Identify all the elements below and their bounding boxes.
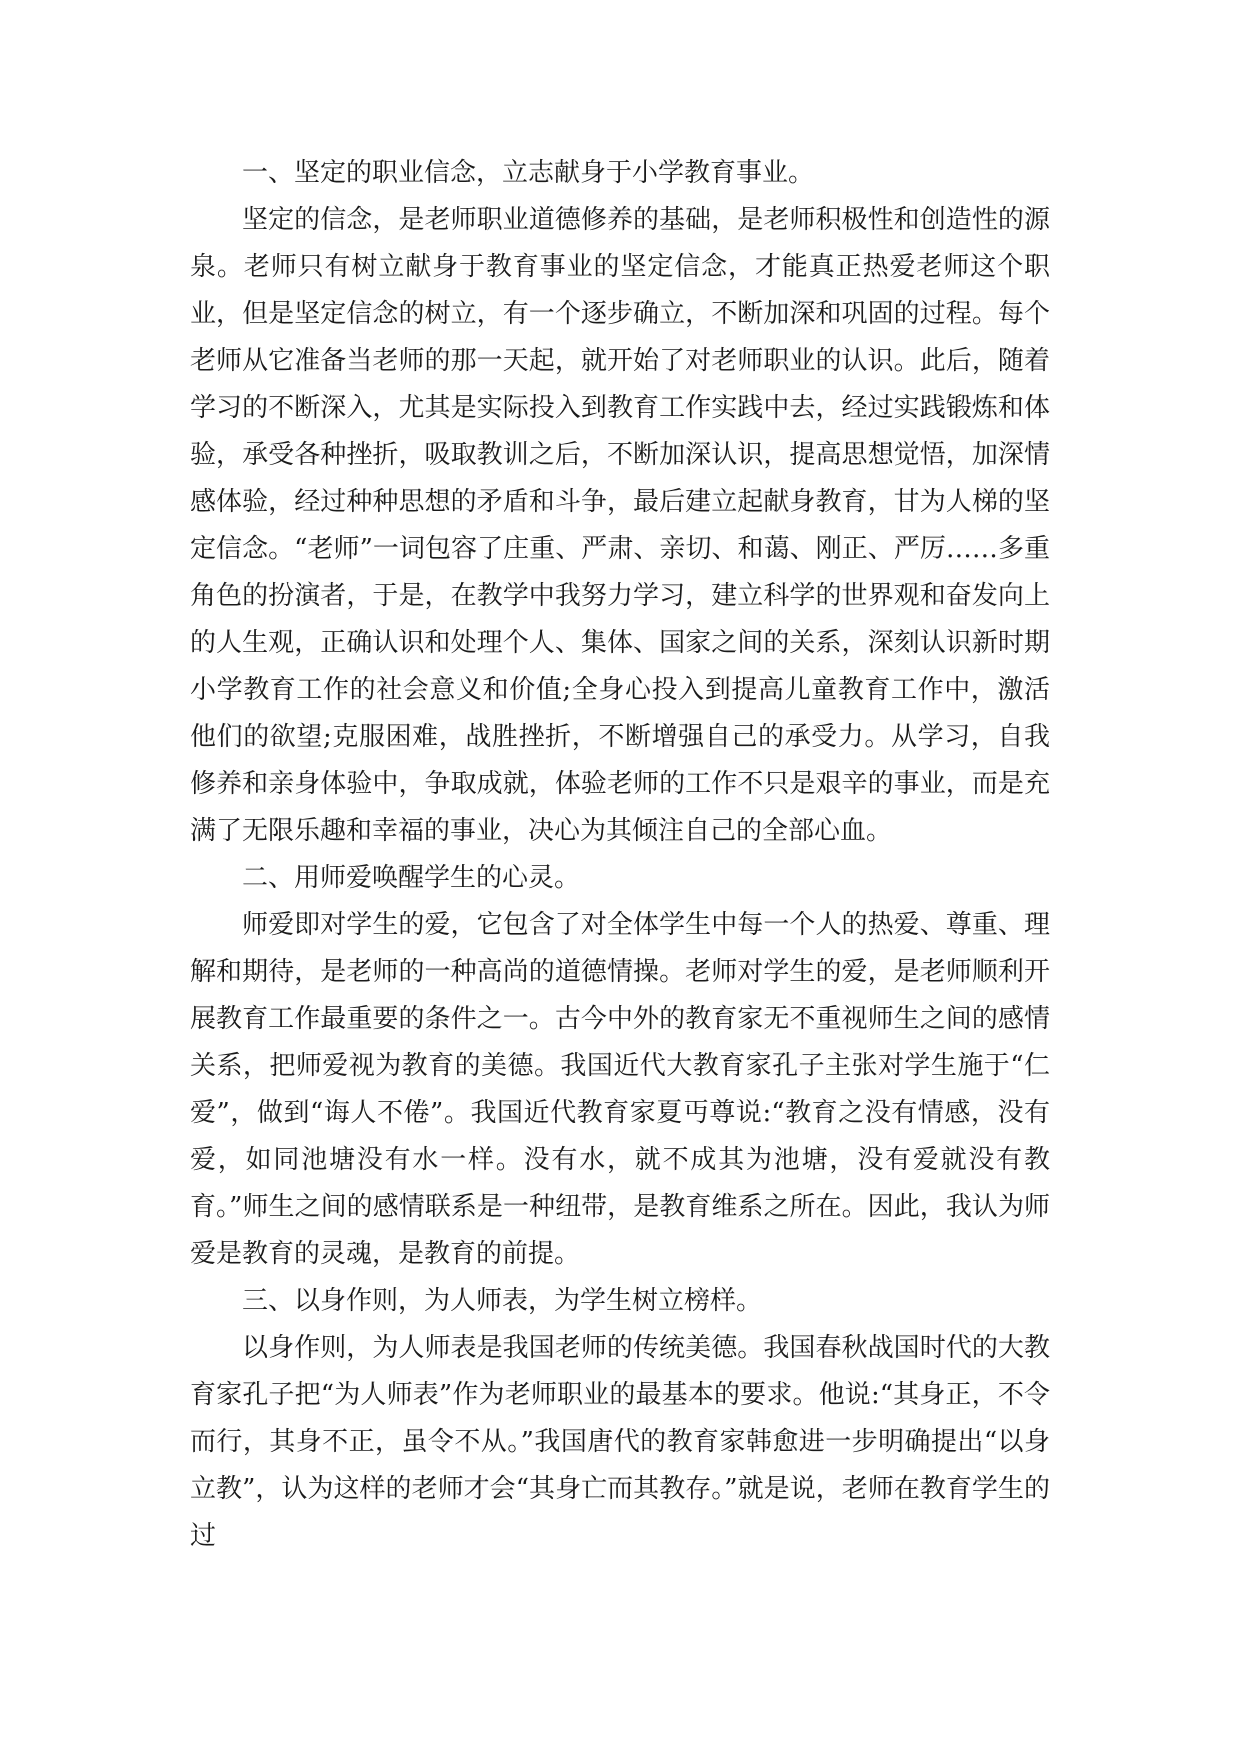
body-paragraph-3: 以身作则，为人师表是我国老师的传统美德。我国春秋战国时代的大教育家孔子把“为人师表”作为老师职业的最基本的要求。他说:“其身正，不令而行，其身不正，虽令不从。”我国唐代的教育家韩愈进一步明确提出“以身立教”，认为这样的老师才会“其身亡而其教存。”就是说，老师在教育学生的过 [190, 1333, 1050, 1551]
body-paragraph-2: 师爱即对学生的爱，它包含了对全体学生中每一个人的热爱、尊重、理解和期待，是老师的一种高尚的道德情操。老师对学生的爱，是老师顺利开展教育工作最重要的条件之一。古今中外的教育家无不重视师生之间的感情关系，把师爱视为教育的美德。我国近代大教育家孔子主张对学生施于“仁爱”，做到“诲人不倦”。我国近代教育家夏丏尊说:“教育之没有情感，没有爱，如同池塘没有水一样。没有水，就不成其为池塘，没有爱就没有教育。”师生之间的感情联系是一种纽带，是教育维系之所在。因此，我认为师爱是教育的灵魂，是教育的前提。 [190, 910, 1050, 1269]
document-page [190, 150, 1050, 1560]
section-heading-3: 三、以身作则，为人师表，为学生树立榜样。 [242, 1286, 763, 1316]
section-heading-1: 一、坚定的职业信念，立志献身于小学教育事业。 [242, 158, 815, 188]
body-paragraph-1: 坚定的信念，是老师职业道德修养的基础，是老师积极性和创造性的源泉。老师只有树立献身于教育事业的坚定信念，才能真正热爱老师这个职业，但是坚定信念的树立，有一个逐步确立，不断加深和巩固的过程。每个老师从它准备当老师的那一天起，就开始了对老师职业的认识。此后，随着学习的不断深入，尤其是实际投入到教育工作实践中去，经过实践锻炼和体验，承受各种挫折，吸取教训之后，不断加深认识，提高思想觉悟，加深情感体验，经过种种思想的矛盾和斗争，最后建立起献身教育，甘为人梯的坚定信念。“老师”一词包容了庄重、严肃、亲切、和蔼、刚正、严厉……多重角色的扮演者，于是，在教学中我努力学习，建立科学的世界观和奋发向上的人生观，正确认识和处理个人、集体、国家之间的关系，深刻认识新时期小学教育工作的社会意义和价值;全身心投入到提高儿童教育工作中，激活他们的欲望;克服困难，战胜挫折，不断增强自己的承受力。从学习，自我修养和亲身体验中，争取成就，体验老师的工作不只是艰辛的事业，而是充满了无限乐趣和幸福的事业，决心为其倾注自己的全部心血。 [190, 205, 1050, 846]
section-heading-2: 二、用师爱唤醒学生的心灵。 [242, 863, 581, 893]
